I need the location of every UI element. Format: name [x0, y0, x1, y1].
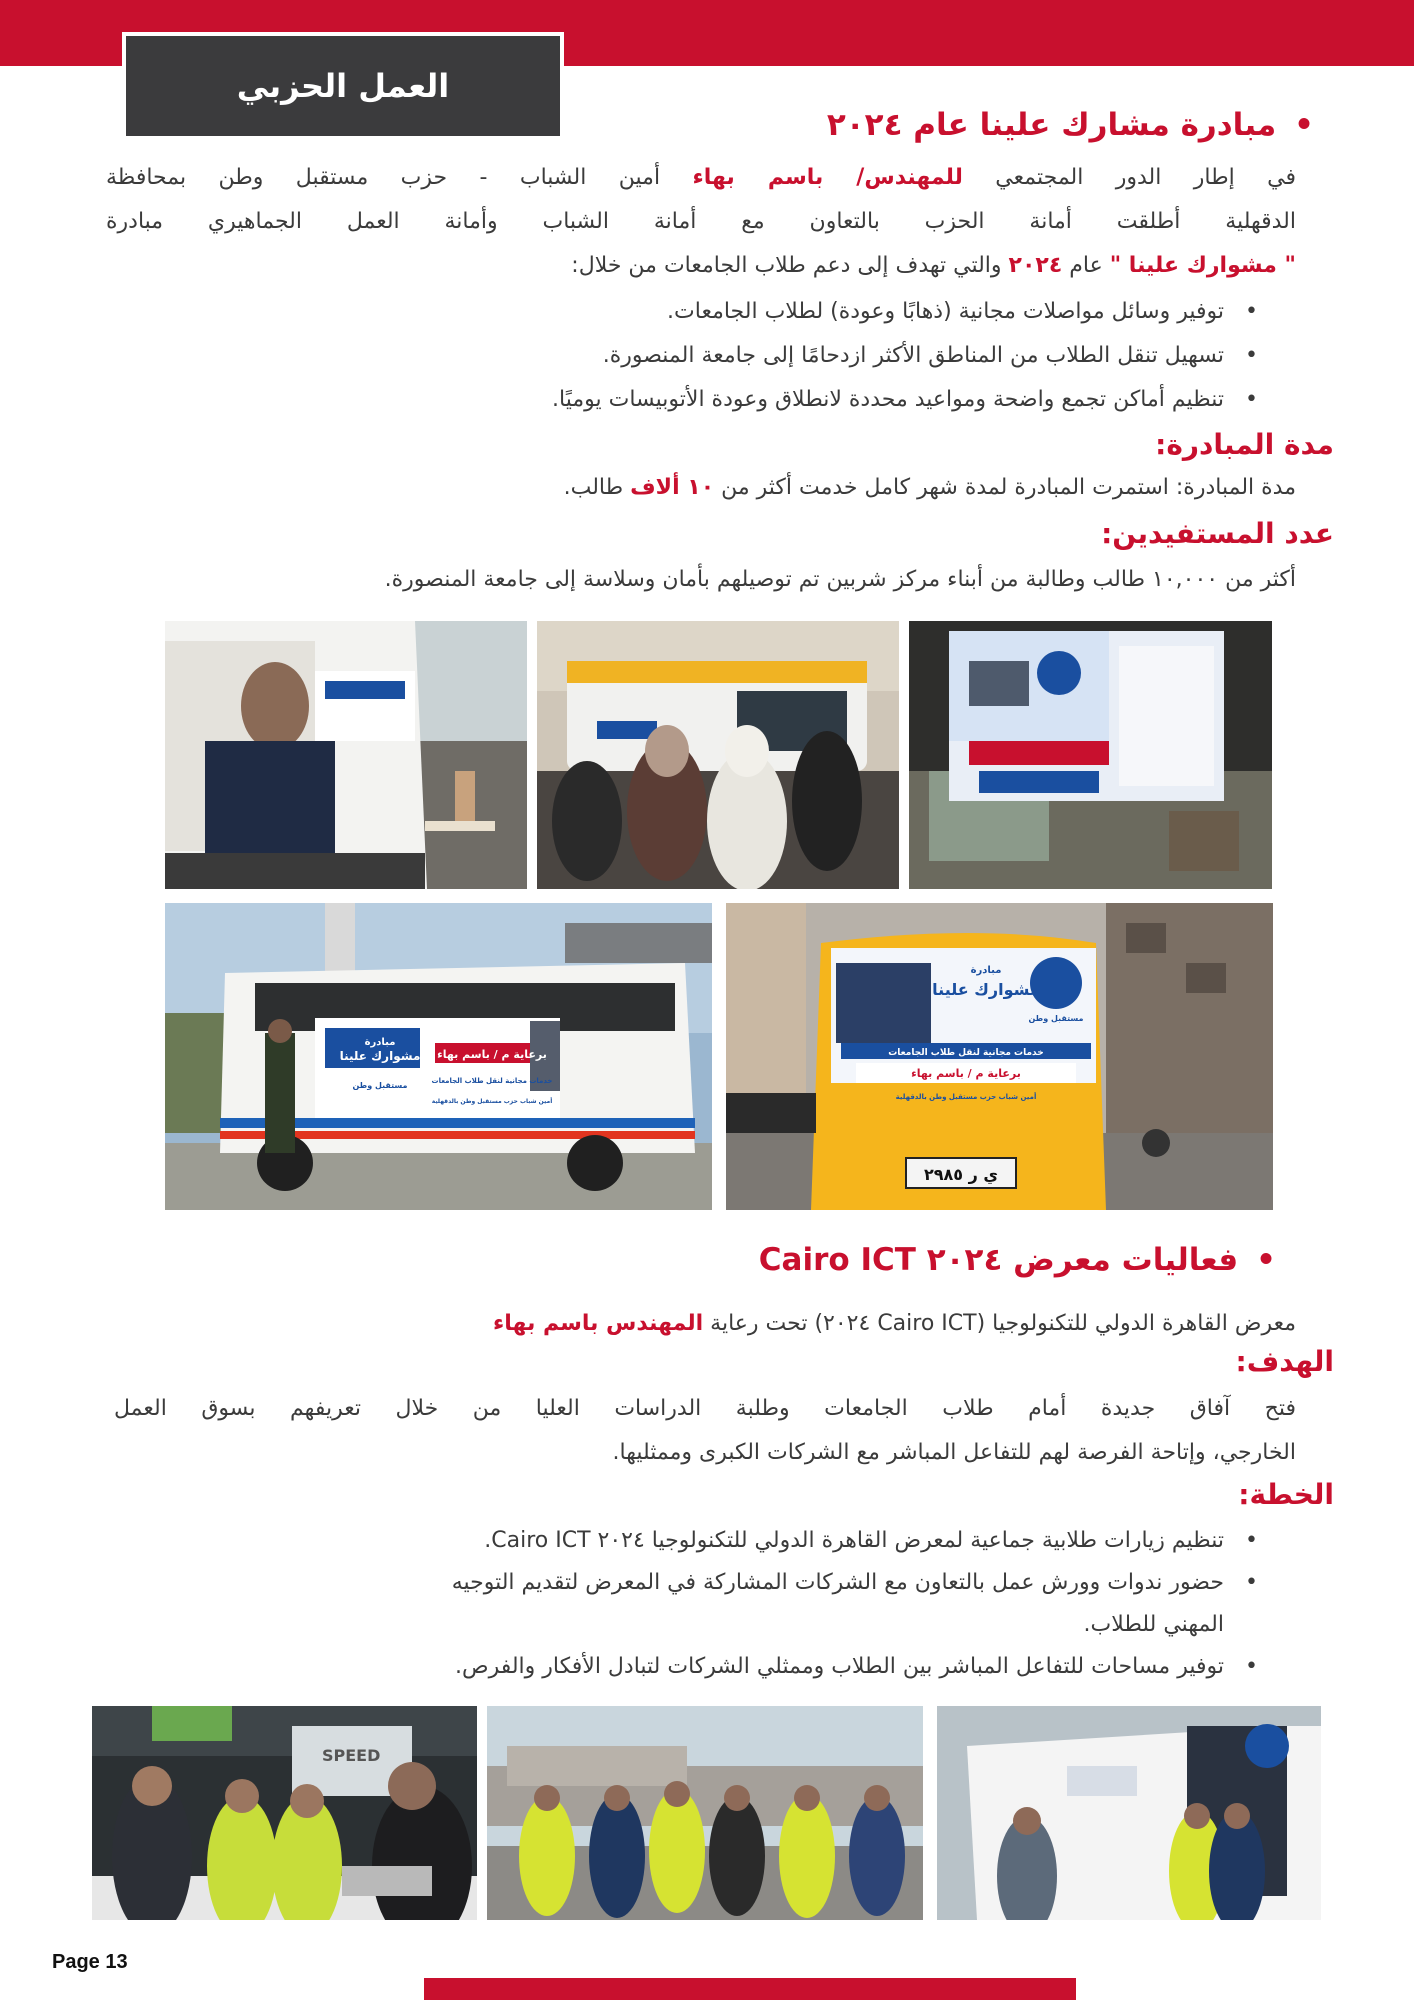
- cairo-ict-heading-text: فعاليات معرض ٢٠٢٤ Cairo ICT: [758, 1242, 1239, 1278]
- plan-bullets: [452, 1520, 1264, 1688]
- bus-plate: ي ر ٢٩٨٥: [923, 1165, 999, 1184]
- photo-bus-side: [165, 621, 527, 889]
- intro-year-label: عام: [1062, 253, 1110, 278]
- bus-banner-party-2: مستقبل وطن: [1028, 1014, 1084, 1023]
- list-item-continuation: المهني للطلاب.: [1083, 1612, 1224, 1637]
- cairo-ict-heading: [759, 1242, 1276, 1278]
- duration-text: [564, 466, 1296, 510]
- bus-banner-name-1: مشوارك علينا: [339, 1049, 421, 1063]
- bus-banner-party-1: مستقبل وطن: [352, 1081, 408, 1090]
- list-item: • توفير وسائل مواصلات مجانية (ذهابًا وعودة) لطلاب الجامعات.: [552, 290, 1264, 334]
- bus-banner-sponsor-1: برعاية م / باسم بهاء: [437, 1048, 547, 1061]
- list-item: • تنظيم زيارات طلابية جماعية لمعرض القاهرة الدولي للتكنولوجيا ٢٠٢٤ Cairo ICT.: [452, 1520, 1264, 1562]
- intro-line-3: [571, 244, 1296, 288]
- bus-banner-initiative-1: مبادرة: [364, 1037, 396, 1048]
- duration-text-c: طالب.: [563, 475, 631, 500]
- bus-banner-sponsor-title-1: أمين شباب حزب مستقبل وطن بالدقهلية: [431, 1098, 553, 1105]
- expo-sign-text: SPEED: [322, 1746, 381, 1765]
- cairo-ict-intro-a: معرض القاهرة الدولي للتكنولوجيا (Cairo ICT ٢٠٢٤) تحت رعاية: [703, 1311, 1296, 1336]
- photo-students-outside: [487, 1706, 923, 1920]
- photo-expo-booth: [92, 1706, 477, 1920]
- list-item: • تسهيل تنقل الطلاب من المناطق الأكثر ازدحامًا إلى جامعة المنصورة.: [552, 334, 1264, 378]
- bus-banner-sponsor-title-2: أمين شباب حزب مستقبل وطن بالدقهلية: [895, 1093, 1037, 1101]
- section-title-tab: [122, 32, 564, 140]
- duration-text-a: مدة المبادرة: استمرت المبادرة لمدة شهر كامل خدمت أكثر من: [714, 475, 1296, 500]
- photo-bus-interior-sign: [909, 621, 1272, 889]
- bottom-red-bar: [424, 1978, 1076, 2000]
- goal-line-1: [114, 1387, 1296, 1431]
- plan-heading: الخطة:: [1238, 1478, 1334, 1511]
- initiative-heading-text: مبادرة مشارك علينا عام ٢٠٢٤: [826, 107, 1277, 143]
- photo-students-boarding: [537, 621, 899, 889]
- bus-banner-name-2: مشوارك علينا: [932, 980, 1040, 999]
- beneficiaries-heading: عدد المستفيدين:: [1101, 517, 1334, 550]
- intro-text-c: أمين الشباب - حزب مستقبل وطن بمحافظة: [106, 165, 693, 190]
- goal-line-1-text: فتح آفاق جديدة أمام طلاب الجامعات وطلبة الدراسات العليا من خلال تعريفهم بسوق العمل: [114, 1396, 1296, 1421]
- initiative-bullets: [552, 290, 1264, 422]
- list-item: • حضور ندوات وورش عمل بالتعاون مع الشركات المشاركة في المعرض لتقديم التوجيه: [452, 1562, 1264, 1604]
- intro-line-2-text: الدقهلية أطلقت أمانة الحزب بالتعاون مع أمانة الشباب وأمانة العمل الجماهيري مبادرة: [106, 209, 1296, 234]
- bus-banner-services-2: خدمات مجانية لنقل طلاب الجامعات: [888, 1048, 1044, 1058]
- bus-banner-sponsor-2: برعاية م / باسم بهاء: [911, 1067, 1021, 1080]
- duration-count: ١٠ ألاف: [630, 475, 715, 500]
- intro-line-1: [106, 156, 1296, 200]
- cairo-ict-sponsor: المهندس باسم بهاء: [493, 1311, 704, 1336]
- intro-year: ٢٠٢٤: [1008, 253, 1063, 278]
- intro-text-a: في إطار الدور المجتمعي: [962, 165, 1296, 190]
- intro-line-2: [106, 200, 1296, 244]
- photo-students-bus: [937, 1706, 1321, 1920]
- bullet-dot: •: [1294, 107, 1314, 143]
- duration-heading: مدة المبادرة:: [1155, 428, 1334, 461]
- goal-line-2: الخارجي، وإتاحة الفرصة لهم للتفاعل المباشر مع الشركات الكبرى وممثليها.: [612, 1440, 1296, 1465]
- goal-heading: الهدف:: [1235, 1345, 1334, 1378]
- photo-bus-rear: [726, 903, 1273, 1210]
- bus-banner-initiative-2: مبادرة: [970, 965, 1002, 976]
- photo-bus-with-man: [165, 903, 712, 1210]
- bus-banner-services-1: خدمات مجانية لنقل طلاب الجامعات: [431, 1077, 553, 1085]
- page-number: Page 13: [52, 1951, 128, 1973]
- initiative-heading: [827, 107, 1314, 143]
- bullet-dot: •: [1256, 1242, 1276, 1278]
- engineer-name: للمهندس/ باسم بهاء: [692, 165, 963, 190]
- beneficiaries-text: أكثر من ١٠,٠٠٠ طالب وطالبة من أبناء مركز شربين تم توصيلهم بأمان وسلاسة إلى جامعة المنصورة.: [384, 567, 1296, 592]
- cairo-ict-intro: [493, 1302, 1296, 1346]
- section-title: العمل الحزبي: [236, 67, 450, 105]
- list-item: • توفير مساحات للتفاعل المباشر بين الطلاب وممثلي الشركات لتبادل الأفكار والفرص.: [452, 1646, 1264, 1688]
- initiative-name: " مشوارك علينا ": [1109, 253, 1296, 278]
- list-item: • تنظيم أماكن تجمع واضحة ومواعيد محددة لانطلاق وعودة الأتوبيسات يوميًا.: [552, 378, 1264, 422]
- intro-goal: والتي تهدف إلى دعم طلاب الجامعات من خلال:: [571, 253, 1009, 278]
